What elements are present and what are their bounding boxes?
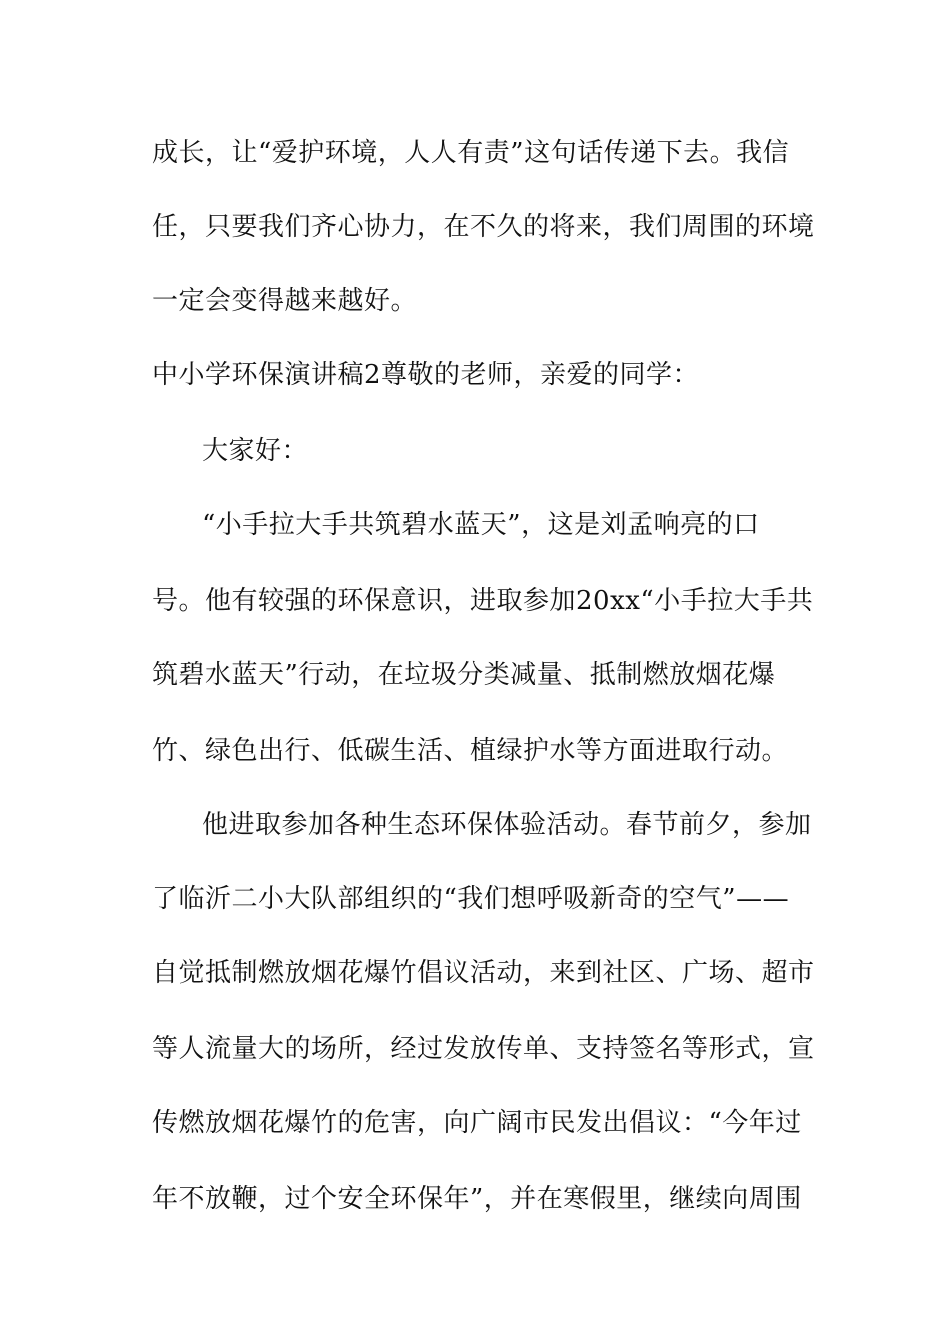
text-line: 自觉抵制燃放烟花爆竹倡议活动，来到社区、广场、超市 <box>152 958 815 988</box>
text-line: 了临沂二小大队部组织的“我们想呼吸新奇的空气”—— <box>152 884 790 914</box>
text-line: 号。他有较强的环保意识，进取参加20xx“小手拉大手共 <box>152 586 814 616</box>
text-line: 传燃放烟花爆竹的危害，向广阔市民发出倡议：“今年过 <box>152 1108 802 1138</box>
section-heading-line: 中小学环保演讲稿2尊敬的老师，亲爱的同学： <box>152 360 700 390</box>
text-line: “小手拉大手共筑碧水蓝天”，这是刘孟响亮的口 <box>202 510 760 540</box>
text-line: 成长，让“爱护环境，人人有责”这句话传递下去。我信 <box>152 138 790 168</box>
text-line: 他进取参加各种生态环保体验活动。春节前夕，参加 <box>202 810 812 840</box>
text-line: 等人流量大的场所，经过发放传单、支持签名等形式，宣 <box>152 1034 815 1064</box>
text-line: 任，只要我们齐心协力，在不久的将来，我们周围的环境 <box>152 212 815 242</box>
greeting-line: 大家好： <box>202 436 309 466</box>
text-line: 年不放鞭，过个安全环保年”，并在寒假里，继续向周围 <box>152 1184 802 1214</box>
text-line: 一定会变得越来越好。 <box>152 286 418 316</box>
text-line: 筑碧水蓝天”行动，在垃圾分类减量、抵制燃放烟花爆 <box>152 660 776 690</box>
text-line: 竹、绿色出行、低碳生活、植绿护水等方面进取行动。 <box>152 736 789 766</box>
